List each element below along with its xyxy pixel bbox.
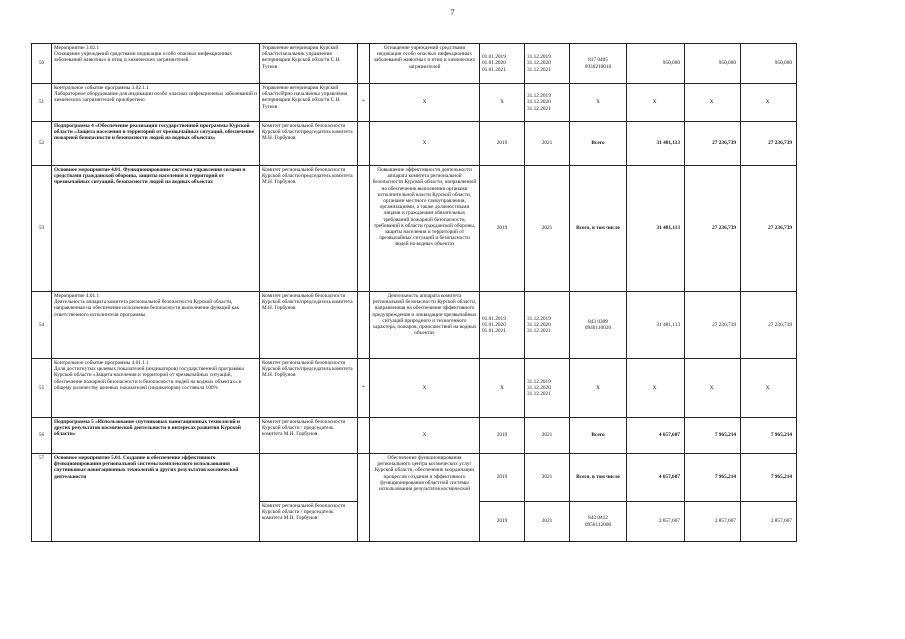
start-date: 2019	[480, 122, 525, 166]
mark	[358, 166, 370, 292]
executor: Комитет региональной безопасности Курской области / председатель комитета М.Н. Горбунов	[260, 502, 358, 542]
table-row	[32, 122, 797, 166]
executor: Комитет региональной безопасности Курской области/председатель комитета М.Н. Горбунов	[260, 292, 358, 359]
expected-result: X	[370, 84, 480, 122]
start-date: 2019	[480, 502, 525, 542]
budget-code: 843 0309 0940110020	[570, 292, 627, 359]
amount-2019: 31 481,113	[627, 292, 685, 359]
amount-2021: 27 236,739	[741, 122, 797, 166]
row-number: 54	[32, 292, 52, 359]
executor	[260, 454, 358, 502]
amount-2020: 950,000	[685, 44, 741, 84]
start-date: 01.01.2019 01.01.2020 01.01.2021	[480, 44, 525, 84]
amount-2020: 7 965,214	[685, 454, 741, 502]
amount-2019: 31 481,113	[627, 122, 685, 166]
end-date: 31.12.2019 31.12.2020 31.12.2021	[525, 292, 570, 359]
amount-2020: 27 236,739	[685, 292, 741, 359]
budget-code: 843 0412 0950112000	[570, 502, 627, 542]
measure-name: Контрольное событие программы 3.02.1.1 Лабораторное оборудование для индикации особо опасных инфекционных заболеваний и химических загрязнителей приобретено	[52, 84, 260, 122]
amount-2020: 2 857,607	[685, 502, 741, 542]
row-number: 55	[32, 359, 52, 418]
mark	[358, 454, 370, 542]
amount-2020: X	[685, 359, 741, 418]
end-date: 31.12.2019 31.12.2020 31.12.2021	[525, 359, 570, 418]
expected-result: X	[370, 122, 480, 166]
measure-name: Мероприятие 3.02.1 Оснащение учреждений средствами индикации особо опасных инфекционных заболеваний животных и птиц и химических загрязнителей	[52, 44, 260, 84]
end-date: 2021	[525, 454, 570, 502]
table-row	[32, 359, 797, 418]
expected-result: Обеспечение функционирования регионального центра космических услуг Курской области, обеспечение координации процессов создания и эффективного функционирования областной системы использования результатов космической	[370, 454, 480, 542]
end-date: 2021	[525, 418, 570, 454]
expected-result: X	[370, 418, 480, 454]
mark	[358, 122, 370, 166]
end-date: 2021	[525, 122, 570, 166]
amount-2021: 7 965,214	[741, 454, 797, 502]
end-date: 2021	[525, 502, 570, 542]
mark	[358, 418, 370, 454]
measure-name: Мероприятие 4.01.1 Деятельность аппарата комитета региональной безопасности Курской области, направленная на обеспечение исполнения безопасности,выполнение функций как ответственного исполнителя программы	[52, 292, 260, 359]
amount-2019: 4 657,607	[627, 454, 685, 502]
amount-2019: 2 657,607	[627, 502, 685, 542]
amount-2019: X	[627, 84, 685, 122]
measure-name: Подпрограмма 5 «Использование спутниковых навигационных технологий и других результатов космической деятельности в интересах развития Курской области»	[52, 418, 260, 454]
budget-code: 817 0405 0930210010	[570, 44, 627, 84]
mark: *	[358, 359, 370, 418]
start-date: 2019	[480, 166, 525, 292]
budget-code: Всего, в том числе	[570, 454, 627, 502]
program-table	[31, 43, 797, 542]
start-date: X	[480, 84, 525, 122]
budget-code: Всего, в том числе	[570, 166, 627, 292]
amount-2020: 7 965,214	[685, 418, 741, 454]
amount-2019: 950,000	[627, 44, 685, 84]
start-date: X	[480, 359, 525, 418]
amount-2021: 7 965,214	[741, 418, 797, 454]
row-number: 50	[32, 44, 52, 84]
end-date: 31.12.2019 31.12.2020 31.12.2021	[525, 44, 570, 84]
budget-code: Всего	[570, 418, 627, 454]
amount-2019: 4 657,607	[627, 418, 685, 454]
budget-code: X	[570, 84, 627, 122]
start-date: 2019	[480, 454, 525, 502]
table-row	[32, 84, 797, 122]
executor: Управление ветеринарии Курской области/Врио начальника управления ветеринарии Курской области С.Н. Тутеев	[260, 84, 358, 122]
row-number: 57	[32, 454, 52, 542]
table-row	[32, 418, 797, 454]
page-number: 7	[450, 8, 455, 17]
executor: Комитет региональной безопасности Курской области/председатель комитета М.Н. Горбунов	[260, 122, 358, 166]
table-row	[32, 44, 797, 84]
amount-2020: 27 236,739	[685, 122, 741, 166]
expected-result: Деятельность аппарата комитета региональной безопасности Курской области, направленная на обеспечение эффективного предупреждения и ликвидации чрезвычайных ситуаций природного и техногенного характера, пожаров, происшествий на водных объектах	[370, 292, 480, 359]
expected-result: X	[370, 359, 480, 418]
amount-2021: X	[741, 84, 797, 122]
amount-2020: X	[685, 84, 741, 122]
amount-2021: 2 857,607	[741, 502, 797, 542]
row-number: 52	[32, 122, 52, 166]
executor: Комитет региональной безопасности Курской области/председатель комитета М.Н. Горбунов	[260, 359, 358, 418]
row-number: 53	[32, 166, 52, 292]
expected-result: Оснащение учреждений средствами индикации особо опасных инфекционных заболеваний животных и птиц и химических загрязнителей	[370, 44, 480, 84]
measure-name: Основное мероприятие 5.01. Создание и обеспечение эффективного функционирования региональной системы комплексного использования спутниковых навигационных технологий и других результатов космической деятельности	[52, 454, 260, 542]
amount-2021: 27 236,739	[741, 166, 797, 292]
table-row	[32, 292, 797, 359]
amount-2021: 27 236,739	[741, 292, 797, 359]
executor: Комитет региональной безопасности Курской области / председатель комитета М.Н. Горбунов	[260, 418, 358, 454]
mark: *	[358, 84, 370, 122]
measure-name: Контрольное событие программы 4.01.1.1 Доля достигнутых целевых показателей (индикаторов) государственной программы Курской области «Защита населения и территорий от чрезвычайных ситуаций, обеспечение пожарной безопасности и безопасности людей на водных объектах» к общему количеству целевых показателей (индикаторов) составила 100%	[52, 359, 260, 418]
measure-name: Основное мероприятие 4.01. Функционирование системы управления силами и средствами гражданской обороны, защиты населения и территорий от чрезвычайных ситуаций, безопасности людей на водных объектах	[52, 166, 260, 292]
row-number: 56	[32, 418, 52, 454]
end-date: 31.12.2019 31.12.2020 31.12.2021	[525, 84, 570, 122]
amount-2019: 31 481,113	[627, 166, 685, 292]
end-date: 2021	[525, 166, 570, 292]
amount-2020: 27 236,739	[685, 166, 741, 292]
row-number: 51	[32, 84, 52, 122]
start-date: 2019	[480, 418, 525, 454]
measure-name: Подпрограмма 4 «Обеспечение реализации государственной программы Курской области «Защита населения и территорий от чрезвычайных ситуаций, обеспечение пожарной безопасности и безопасности людей на водных объектах»	[52, 122, 260, 166]
amount-2019: X	[627, 359, 685, 418]
start-date: 01.01.2019 01.01.2020 01.01.2021	[480, 292, 525, 359]
budget-code: X	[570, 359, 627, 418]
amount-2021: 950,000	[741, 44, 797, 84]
budget-code: Всего	[570, 122, 627, 166]
mark	[358, 44, 370, 84]
executor: Управление ветеринарии Курской области/начальник управления ветеринарии Курской области С.Н. Тутеев	[260, 44, 358, 84]
table-row	[32, 454, 797, 502]
table-row	[32, 166, 797, 292]
expected-result: Повышение эффективности деятельности аппарата комитета региональной безопасности Курской области, направленной на обеспечение выполнения органами исполнительной власти Курской области, органами местного самоуправления, организациями, а также должностными лицами и гражданами обязательных требований пожарной безопасности, требований в области гражданской обороны, защиты населения и территорий от чрезвычайных ситуаций и безопасности людей на водных объектах	[370, 166, 480, 292]
mark	[358, 292, 370, 359]
executor: Комитет региональной безопасности Курской области/председатель комитета М.Н. Горбунов	[260, 166, 358, 292]
amount-2021: X	[741, 359, 797, 418]
